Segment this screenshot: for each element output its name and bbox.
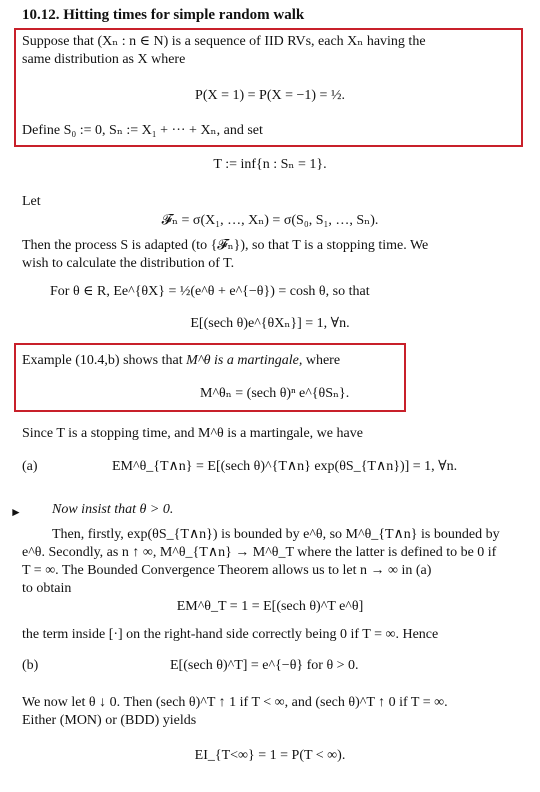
para6-line2: Either (MON) or (BDD) yields xyxy=(22,713,197,728)
box1-line2: same distribution as X where xyxy=(22,52,186,67)
equation-bounded-convergence: EM^θ_T = 1 = E[(sech θ)^T e^θ] xyxy=(176,599,364,614)
equation-b-label: (b) xyxy=(22,658,39,673)
equation-expectation: E[(sech θ)e^{θXₙ}] = 1, ∀n. xyxy=(190,316,350,331)
section-title: 10.12. Hitting times for simple random walk xyxy=(22,7,305,23)
equation-b-body: E[(sech θ)^T] = e^{−θ} for θ > 0. xyxy=(170,658,359,673)
para5-text: the term inside [·] on the right-hand side correctly being 0 if T = ∞. Hence xyxy=(22,627,439,642)
box2-line-suffix: where xyxy=(302,353,341,368)
box2-line xyxy=(22,352,340,370)
para1-line2: wish to calculate the distribution of T. xyxy=(22,256,235,271)
para4-line3: T = ∞. The Bounded Convergence Theorem allows us to let n → ∞ in (a) xyxy=(22,563,432,578)
box2-line-prefix: Example (10.4,b) shows that xyxy=(22,353,187,368)
arrow-marker-icon: ► xyxy=(10,505,22,519)
equation-martingale: M^θₙ = (sech θ)ⁿ e^{θSₙ}. xyxy=(200,386,350,401)
para4-line2: e^θ. Secondly, as n ↑ ∞, M^θ_{T∧n} → M^θ_T where the latter is defined to be 0 if xyxy=(22,545,497,560)
para4-line4: to obtain xyxy=(22,581,72,596)
equation-a-label: (a) xyxy=(22,459,38,474)
equation-distribution: P(X = 1) = P(X = −1) = ½. xyxy=(195,88,345,103)
para1-line1: Then the process S is adapted (to {𝓕ₙ}), so that T is a stopping time. We xyxy=(22,238,429,253)
para2-text: For θ ∈ R, Ee^{θX} = ½(e^θ + e^{−θ}) = cosh θ, so that xyxy=(50,284,370,299)
para4-line1: Then, firstly, exp(θS_{T∧n}) is bounded by e^θ, so M^θ_{T∧n} is bounded by xyxy=(52,527,500,542)
let-text: Let xyxy=(22,194,41,209)
box2-line-italic: M^θ is a martingale, xyxy=(186,353,303,368)
equation-filtration: 𝓕ₙ = σ(X₁, …, Xₙ) = σ(S₀, S₁, …, Sₙ). xyxy=(161,213,379,228)
equation-a-body: EM^θ_{T∧n} = E[(sech θ)^{T∧n} exp(θS_{T∧n})] = 1, ∀n. xyxy=(112,459,458,474)
para6-line1: We now let θ ↓ 0. Then (sech θ)^T ↑ 1 if T < ∞, and (sech θ)^T ↑ 0 if T = ∞. xyxy=(22,695,448,710)
box1-line1: Suppose that (Xₙ : n ∈ N) is a sequence of IID RVs, each Xₙ having the xyxy=(22,34,426,49)
equation-final: EI_{T<∞} = 1 = P(T < ∞). xyxy=(194,748,346,763)
box1-line3: Define S₀ := 0, Sₙ := X₁ + ··· + Xₙ, and set xyxy=(22,123,263,138)
equation-stopping-time: T := inf{n : Sₙ = 1}. xyxy=(213,157,327,172)
para3-text: Since T is a stopping time, and M^θ is a martingale, we have xyxy=(22,426,363,441)
insist-text: Now insist that θ > 0. xyxy=(52,502,174,517)
